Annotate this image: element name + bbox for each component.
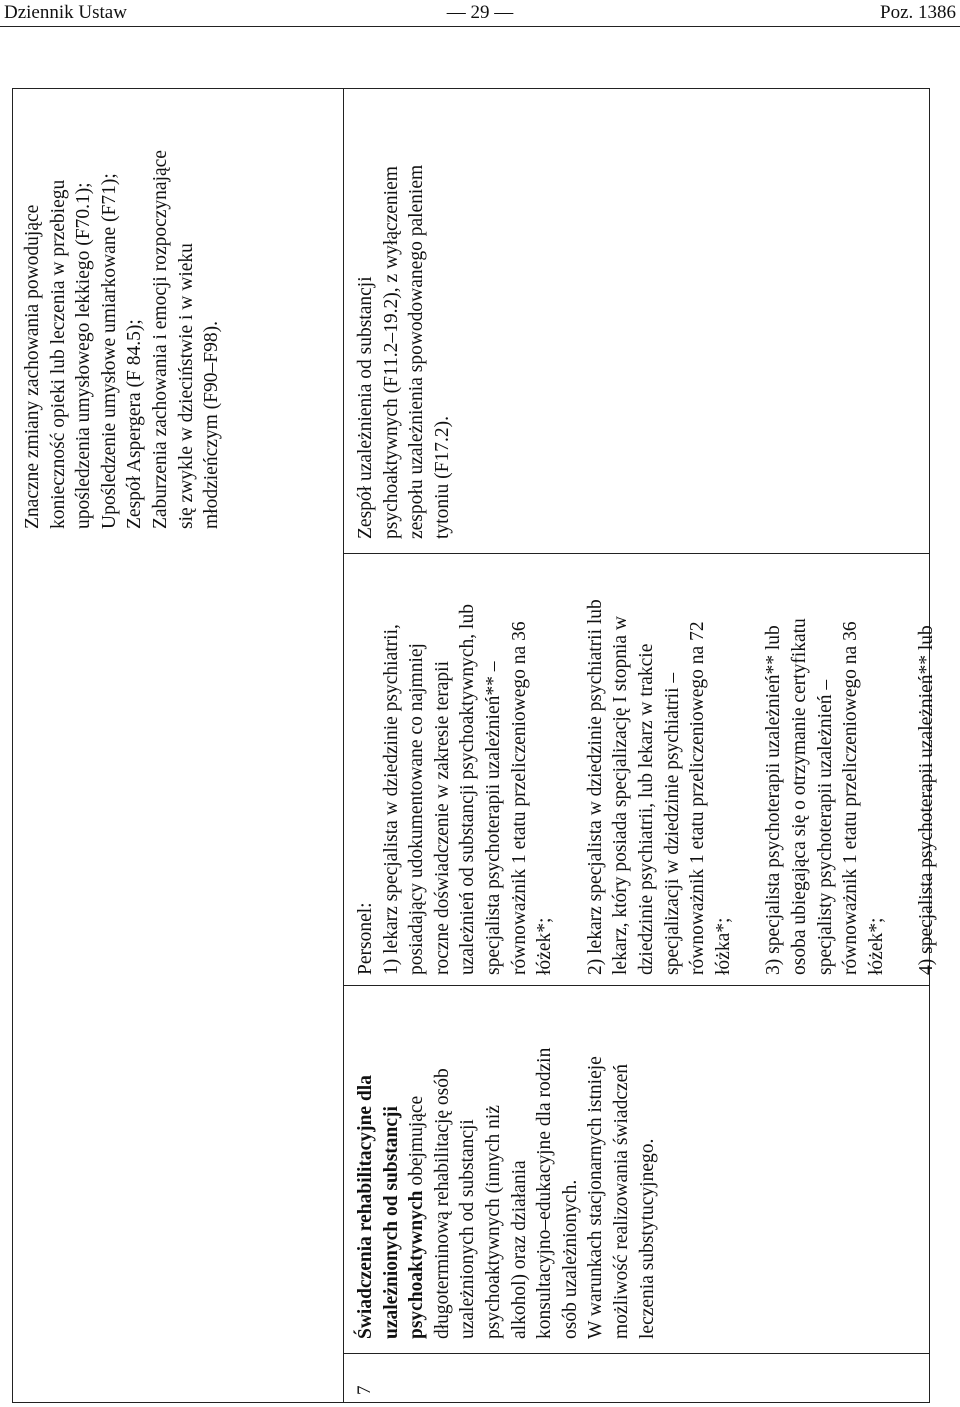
journal-title: Dziennik Ustaw <box>4 2 127 23</box>
personnel-line: osoba ubiegająca się o otrzymanie certyfikatu <box>788 618 810 975</box>
rotated-table-content <box>12 88 938 1403</box>
personnel-line: posiadający udokumentowane co najmniej <box>406 643 428 975</box>
condition-line: się zwykle w dzieciństwie i w wieku <box>175 243 197 529</box>
service-title-line: uzależnionych od substancji <box>380 1106 402 1339</box>
personnel-line: łóżek*; <box>865 917 887 975</box>
personnel-line: specjalista psychoterapii uzależnień** – <box>482 661 504 975</box>
condition-line: Upośledzenie umysłowe umiarkowane (F71); <box>98 173 120 529</box>
condition-line: Zespół Aspergera (F 84.5); <box>124 319 146 529</box>
condition-line: młodzieńczym (F90–F98). <box>201 321 223 529</box>
service-description-cell <box>347 985 930 1345</box>
condition-line: zespołu uzależnienia spowodowanego paleniem <box>406 164 428 539</box>
service-title-rest: obejmujące <box>406 1095 428 1191</box>
personnel-heading: Personel: <box>355 902 376 975</box>
personnel-line: łóżek*; <box>534 917 556 975</box>
personnel-line: równoważnik 1 etatu przeliczeniowego na 36 <box>508 621 530 975</box>
personnel-line: równoważnik 1 etatu przeliczeniowego na 36 <box>840 621 862 975</box>
service-line: psychoaktywnych (innych niż <box>482 1105 504 1339</box>
service-line: W warunkach stacjonarnych istnieje <box>585 1056 607 1339</box>
personnel-line: specjalisty psychoterapii uzależnień – <box>814 679 836 975</box>
service-line: osób uzależnionych. <box>559 1179 581 1339</box>
personnel-line: 1) lekarz specjalista w dziedzinie psychiatrii, <box>380 624 402 975</box>
service-line: konsultacyjno–edukacyjne dla rodzin <box>534 1047 556 1339</box>
row-number: 7 <box>354 1385 375 1395</box>
personnel-line: dziedzinie psychiatrii, lub lekarz w trakcie <box>635 643 657 975</box>
service-line: możliwość realizowania świadczeń <box>610 1063 632 1339</box>
personnel-line: 2) lekarz specjalista w dziedzinie psychiatrii lub <box>584 599 606 975</box>
personnel-line: równoważnik 1 etatu przeliczeniowego na 72 <box>687 621 709 975</box>
personnel-line: uzależnień od substancji psychoaktywnych, lub <box>457 604 479 975</box>
personnel-line: lekarz, który posiada specjalizację I stopnia w <box>610 616 632 975</box>
condition-line: psychoaktywnych (F11.2–19.2), z wyłączeniem <box>380 166 402 539</box>
condition-line: Znaczne zmiany zachowania powodujące <box>22 204 43 529</box>
page-number: — 29 — <box>446 2 514 23</box>
service-line: leczenia substytucyjnego. <box>636 1138 658 1339</box>
condition-line: upośledzenia umysłowego lekkiego (F70.1); <box>73 182 95 529</box>
personnel-line: 3) specjalista psychoterapii uzależnień** lub <box>763 625 785 975</box>
conditions-cell <box>347 93 930 543</box>
position-number: Poz. 1386 <box>880 2 956 23</box>
service-title-line: Świadczenia rehabilitacyjne dla <box>355 1075 376 1339</box>
service-line: długoterminową rehabilitację osób <box>431 1068 453 1339</box>
condition-line: Zespół uzależnienia od substancji <box>355 276 376 539</box>
personnel-line: łóżka*; <box>712 917 734 975</box>
personnel-line: specjalizacji w dziedzinie psychiatrii – <box>661 672 683 975</box>
personnel-line: roczne doświadczenie w zakresie terapii <box>431 661 453 975</box>
personnel-line: 4) specjalista psychoterapii uzależnień** lub <box>916 625 938 975</box>
prev-row-conditions-cell <box>12 95 343 535</box>
page-header <box>0 0 960 27</box>
personnel-cell <box>347 549 938 979</box>
service-line: uzależnionych od substancji <box>457 1119 479 1339</box>
condition-line: konieczność opieki lub leczenia w przebiegu <box>47 179 69 529</box>
service-line: alkohol) oraz działania <box>508 1160 530 1339</box>
service-title-line: psychoaktywnych <box>406 1190 428 1339</box>
condition-line: tytoniu (F17.2). <box>431 416 453 539</box>
condition-line: Zaburzenia zachowania i emocji rozpoczynające <box>149 150 171 529</box>
